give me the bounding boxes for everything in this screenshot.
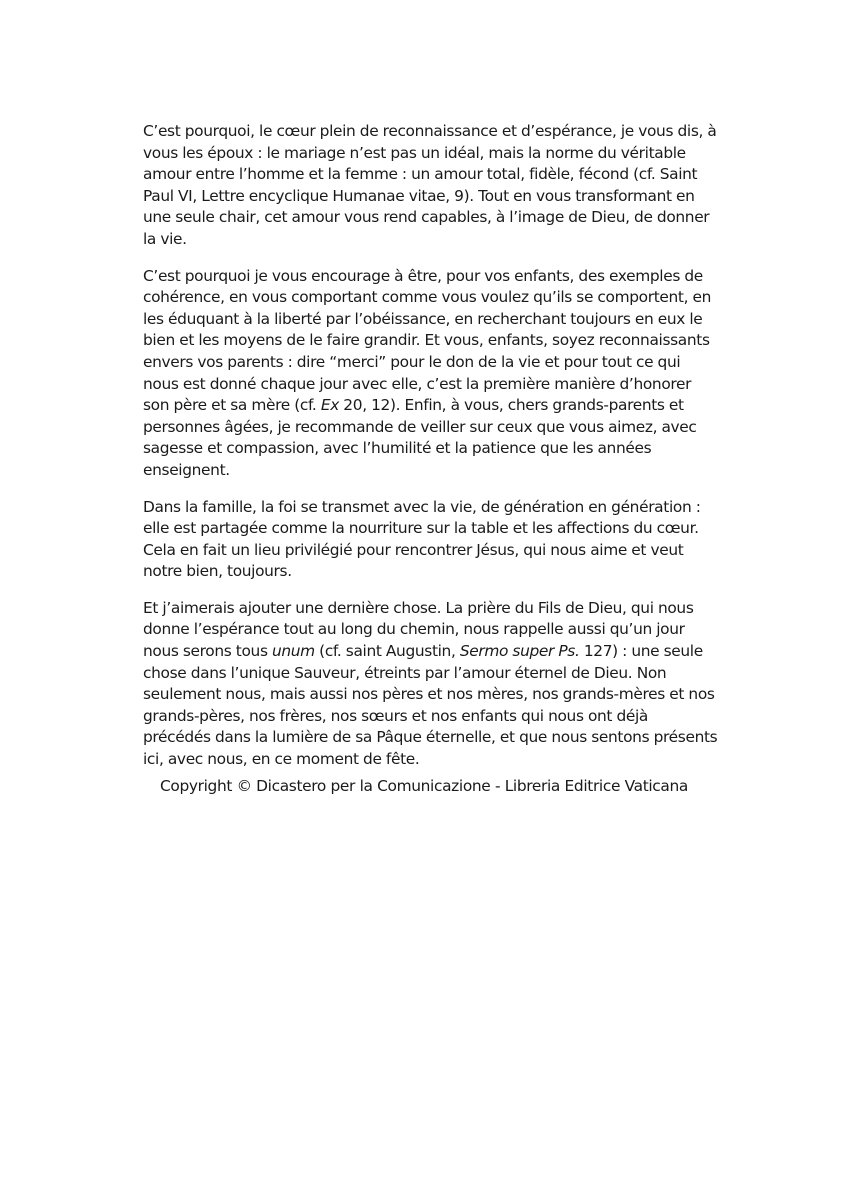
paragraph-4 [143, 598, 718, 771]
body-text [143, 121, 718, 786]
text-run: 127) : une seule chose dans l’unique Sauveur, étreints par l’amour éternel de Dieu. Non seulement nous, mais aussi nos pères et nos mères, nos grands-mères et nos grands-pères, nos frères, nos sœurs et nos enfants qui nous ont déjà précédés dans la lumière de sa Pâque éternelle, et que nous sentons présents ici, avec nous, en ce moment de fête. [143, 642, 718, 769]
paragraph-2 [143, 266, 718, 482]
text-run: 20, 12). Enfin, à vous, chers grands-parents et personnes âgées, je recommande de veiller sur ceux que vous aimez, avec sagesse et compassion, avec l’humilité et la patience que les années enseignent. [143, 396, 697, 479]
italic-run: Ex [320, 396, 339, 415]
text-run: C’est pourquoi je vous encourage à être, pour vos enfants, des exemples de cohérence, en vous comportant comme vous voulez qu’ils se comportent, en les éduquant à la liberté par l’obéissance, en recherchant toujours en eux le bien et les moyens de le faire grandir. Et vous, enfants, soyez reconnaissants envers vos parents : dire “merci” pour le don de la vie et pour tout ce qui nous est donné chaque jour avec elle, c’est la première manière d’honorer son père et sa mère (cf. [143, 266, 712, 415]
paragraph-1 [143, 121, 718, 251]
text-run: Et j’aimerais ajouter une dernière chose. La prière du Fils de Dieu, qui nous donne l’espérance tout au long du chemin, nous rappelle aussi qu’un jour nous serons tous [143, 598, 694, 661]
text-run: Dans la famille, la foi se transmet avec la vie, de génération en génération : elle est partagée comme la nourriture sur la table et les affections du cœur. Cela en fait un lieu privilégié pour rencontrer Jésus, qui nous aime et veut notre bien, toujours. [143, 497, 701, 581]
text-run: (cf. saint Augustin, [314, 642, 460, 661]
text-run: C’est pourquoi, le cœur plein de reconnaissance et d’espérance, je vous dis, à vous les époux : le mariage n’est pas un idéal, mais la norme du véritable amour entre l’homme et la femme : un amour total, fidèle, fécond (cf. Saint Paul VI, Lettre encyclique Humanae vitae, 9). Tout en vous transformant en une seule chair, cet amour vous rend capables, à l’image de Dieu, de donner la vie. [143, 122, 717, 248]
italic-run: Sermo super Ps. [459, 642, 580, 661]
paragraph-3 [143, 497, 718, 583]
copyright-footer: Copyright © Dicastero per la Comunicazione - Libreria Editrice Vaticana [160, 777, 688, 795]
italic-run: unum [271, 642, 315, 661]
